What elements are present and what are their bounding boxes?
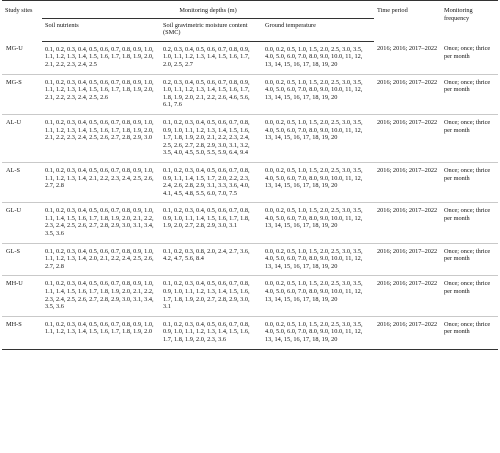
smc-cell: 0.2, 0.3, 0.4, 0.5, 0.6, 0.7, 0.8, 0.9, 1.0, 1.1, 1.2, 1.3, 1.4, 1.5, 1.6, 1.7, 1.8, 1.9, 2.0, 2.1, 2.2, 2.6, 4.6, 5.6, 6.1, 7.6 xyxy=(160,74,262,114)
frequency-cell: Once; once; thrice per month xyxy=(441,162,498,202)
site-cell: GL-S xyxy=(2,243,42,276)
ground-temp-cell: 0.0, 0.2, 0.5, 1.0, 1.5, 2.0, 2.5, 3.0, 3.5, 4.0, 5.0, 6.0, 7.0, 8.0, 9.0, 10.0, 11, 12, 13, 14, 15, 16, 17, 18, 19, 20 xyxy=(262,203,374,243)
header-monitoring-frequency: Monitoring frequency xyxy=(441,1,498,42)
smc-cell: 0.2, 0.3, 0.4, 0.5, 0.6, 0.7, 0.8, 0.9, 1.0, 1.1, 1.2, 1.3, 1.4, 1.5, 1.6, 1.7, 2.0, 2.5, 2.7 xyxy=(160,41,262,74)
ground-temp-cell: 0.0, 0.2, 0.5, 1.0, 1.5, 2.0, 2.5, 3.0, 3.5, 4.0, 5.0, 6.0, 7.0, 8.0, 9.0, 10.0, 11, 12, 13, 14, 15, 16, 17, 18, 19, 20 xyxy=(262,276,374,316)
ground-temp-cell: 0.0, 0.2, 0.5, 1.0, 1.5, 2.0, 2.5, 3.0, 3.5, 4.0, 5.0, 6.0, 7.0, 8.0, 9.0, 10.0, 11, 12, 13, 14, 15, 16, 17, 18, 19, 20 xyxy=(262,162,374,202)
ground-temp-cell: 0.0, 0.2, 0.5, 1.0, 1.5, 2.0, 2.5, 3.0, 3.5, 4.0, 5.0, 6.0, 7.0, 8.0, 9.0, 10.0, 11, 12, 13, 14, 15, 16, 17, 18, 19, 20 xyxy=(262,316,374,349)
nutrients-cell: 0.1, 0.2, 0.3, 0.4, 0.5, 0.6, 0.7, 0.8, 0.9, 1.0, 1.1, 1.2, 1.3, 1.4, 1.5, 1.6, 1.7, 1.8, 1.9, 2.0 xyxy=(42,316,160,349)
site-cell: MH-U xyxy=(2,276,42,316)
frequency-cell: Once; once; thrice per month xyxy=(441,74,498,114)
ground-temp-cell: 0.0, 0.2, 0.5, 1.0, 1.5, 2.0, 2.5, 3.0, 3.5, 4.0, 5.0, 6.0, 7.0, 8.0, 9.0, 10.0, 11, 12, 13, 14, 15, 16, 17, 18, 19, 20 xyxy=(262,41,374,74)
ground-temp-cell: 0.0, 0.2, 0.5, 1.0, 1.5, 2.0, 2.5, 3.0, 3.5, 4.0, 5.0, 6.0, 7.0, 8.0, 9.0, 10.0, 11, 12, 13, 14, 15, 16, 17, 18, 19, 20 xyxy=(262,74,374,114)
smc-cell: 0.1, 0.2, 0.3, 0.4, 0.5, 0.6, 0.7, 0.8, 0.9, 1.1, 1.4, 1.5, 1.7, 2.0, 2.2, 2.3, 2.4, 2.6, 2.8, 2.9, 3.1, 3.3, 3.6, 4.0, 4.1, 4.5, 4.8, 5.5, 6.0, 7.0, 7.5 xyxy=(160,162,262,202)
site-cell: AL-U xyxy=(2,114,42,162)
frequency-cell: Once; once; thrice per month xyxy=(441,243,498,276)
nutrients-cell: 0.1, 0.2, 0.3, 0.4, 0.5, 0.6, 0.7, 0.8, 0.9, 1.0, 1.1, 1.4, 1.5, 1.6, 1.7, 1.8, 1.9, 2.0, 2.1, 2.2, 2.3, 2.4, 2.5, 2.6, 2.7, 2.8, 2.9, 3.0, 3.1, 3.4, 3.5, 3.6 xyxy=(42,276,160,316)
table-row xyxy=(2,114,498,162)
period-cell: 2016; 2016; 2017–2022 xyxy=(374,316,441,349)
table-row xyxy=(2,243,498,276)
period-cell: 2016; 2016; 2017–2022 xyxy=(374,74,441,114)
site-cell: GL-U xyxy=(2,203,42,243)
nutrients-cell: 0.1, 0.2, 0.3, 0.4, 0.5, 0.6, 0.7, 0.8, 0.9, 1.0, 1.1, 1.2, 1.3, 1.4, 2.1, 2.2, 2.3, 2.4, 2.5, 2.6, 2.7, 2.8 xyxy=(42,162,160,202)
period-cell: 2016; 2016; 2017–2022 xyxy=(374,203,441,243)
nutrients-cell: 0.1, 0.2, 0.3, 0.4, 0.5, 0.6, 0.7, 0.8, 0.9, 1.0, 1.1, 1.2, 1.3, 1.4, 1.5, 1.6, 1.7, 1.8, 1.9, 2.0, 2.1, 2.2, 2.3, 2.4, 2.5, 2.6, 2.7, 2.8, 2.9, 3.0 xyxy=(42,114,160,162)
header-study-sites: Study sites xyxy=(2,1,42,42)
period-cell: 2016; 2016; 2017–2022 xyxy=(374,114,441,162)
frequency-cell: Once; once; thrice per month xyxy=(441,276,498,316)
table-row xyxy=(2,203,498,243)
frequency-cell: Once; once; thrice per month xyxy=(441,114,498,162)
header-row-top xyxy=(2,1,498,19)
smc-cell: 0.1, 0.2, 0.3, 0.4, 0.5, 0.6, 0.7, 0.8, 0.9, 1.0, 1.1, 1.4, 1.5, 1.6, 1.7, 1.8, 1.9, 2.0, 2.7, 2.8, 2.9, 3.0, 3.1 xyxy=(160,203,262,243)
site-cell: MG-S xyxy=(2,74,42,114)
smc-cell: 0.1, 0.2, 0.3, 0.4, 0.5, 0.6, 0.7, 0.8, 0.9, 1.0, 1.1, 1.2, 1.3, 1.4, 1.5, 1.6, 1.7, 1.8, 1.9, 2.0, 2.7, 2.8, 2.9, 3.0, 3.1 xyxy=(160,276,262,316)
header-monitoring-depths: Monitoring depths (m) xyxy=(42,1,374,19)
period-cell: 2016; 2016; 2017–2022 xyxy=(374,276,441,316)
header-soil-nutrients: Soil nutrients xyxy=(42,18,160,41)
ground-temp-cell: 0.0, 0.2, 0.5, 1.0, 1.5, 2.0, 2.5, 3.0, 3.5, 4.0, 5.0, 6.0, 7.0, 8.0, 9.0, 10.0, 11, 12, 13, 14, 15, 16, 17, 18, 19, 20 xyxy=(262,243,374,276)
nutrients-cell: 0.1, 0.2, 0.3, 0.4, 0.5, 0.6, 0.7, 0.8, 0.9, 1.0, 1.1, 1.2, 1.3, 1.4, 1.5, 1.6, 1.7, 1.8, 1.9, 2.0, 2.1, 2.2, 2.3, 2.4, 2.5 xyxy=(42,41,160,74)
table-row xyxy=(2,316,498,349)
smc-cell: 0.1, 0.2, 0.3, 0.4, 0.5, 0.6, 0.7, 0.8, 0.9, 1.0, 1.1, 1.2, 1.3, 1.4, 1.5, 1.6, 1.7, 1.8, 1.9, 2.0, 2.1, 2.2, 2.3, 2.4, 2.5, 2.6, 2.7, 2.8, 2.9, 3.0, 3.1, 3.2, 3.5, 4.0, 4.5, 5.0, 5.5, 5.9, 6.4, 9.4 xyxy=(160,114,262,162)
header-time-period: Time period xyxy=(374,1,441,42)
header-smc: Soil gravimetric moisture content (SMC) xyxy=(160,18,262,41)
frequency-cell: Once; once; thrice per month xyxy=(441,203,498,243)
frequency-cell: Once; once; thrice per month xyxy=(441,316,498,349)
monitoring-depths-table xyxy=(2,0,498,350)
table-row xyxy=(2,276,498,316)
header-ground-temperature: Ground temperature xyxy=(262,18,374,41)
site-cell: AL-S xyxy=(2,162,42,202)
period-cell: 2016; 2016; 2017–2022 xyxy=(374,162,441,202)
period-cell: 2016; 2016; 2017–2022 xyxy=(374,243,441,276)
table-row xyxy=(2,41,498,74)
frequency-cell: Once; once; thrice per month xyxy=(441,41,498,74)
smc-cell: 0.1, 0.2, 0.3, 0.8, 2.0, 2.4, 2.7, 3.6, 4.2, 4.7, 5.6, 8.4 xyxy=(160,243,262,276)
site-cell: MG-U xyxy=(2,41,42,74)
nutrients-cell: 0.1, 0.2, 0.3, 0.4, 0.5, 0.6, 0.7, 0.8, 0.9, 1.0, 1.1, 1.4, 1.5, 1.6, 1.7, 1.8, 1.9, 2.0, 2.1, 2.2, 2.3, 2.4, 2.5, 2.6, 2.7, 2.8, 2.9, 3.0, 3.1, 3.4, 3.5, 3.6 xyxy=(42,203,160,243)
site-cell: MH-S xyxy=(2,316,42,349)
table-row xyxy=(2,74,498,114)
smc-cell: 0.1, 0.2, 0.3, 0.4, 0.5, 0.6, 0.7, 0.8, 0.9, 1.0, 1.1, 1.2, 1.3, 1.4, 1.5, 1.6, 1.7, 1.8, 1.9, 2.0, 2.3, 3.6 xyxy=(160,316,262,349)
nutrients-cell: 0.1, 0.2, 0.3, 0.4, 0.5, 0.6, 0.7, 0.8, 0.9, 1.0, 1.1, 1.2, 1.3, 1.4, 1.5, 1.6, 1.7, 1.8, 1.9, 2.0, 2.1, 2.2, 2.3, 2.4, 2.5, 2.6 xyxy=(42,74,160,114)
period-cell: 2016; 2016; 2017–2022 xyxy=(374,41,441,74)
ground-temp-cell: 0.0, 0.2, 0.5, 1.0, 1.5, 2.0, 2.5, 3.0, 3.5, 4.0, 5.0, 6.0, 7.0, 8.0, 9.0, 10.0, 11, 12, 13, 14, 15, 16, 17, 18, 19, 20 xyxy=(262,114,374,162)
table-row xyxy=(2,162,498,202)
nutrients-cell: 0.1, 0.2, 0.3, 0.4, 0.5, 0.6, 0.7, 0.8, 0.9, 1.0, 1.1, 1.2, 1.3, 1.4, 2.0, 2.1, 2.2, 2.4, 2.5, 2.6, 2.7, 2.8 xyxy=(42,243,160,276)
